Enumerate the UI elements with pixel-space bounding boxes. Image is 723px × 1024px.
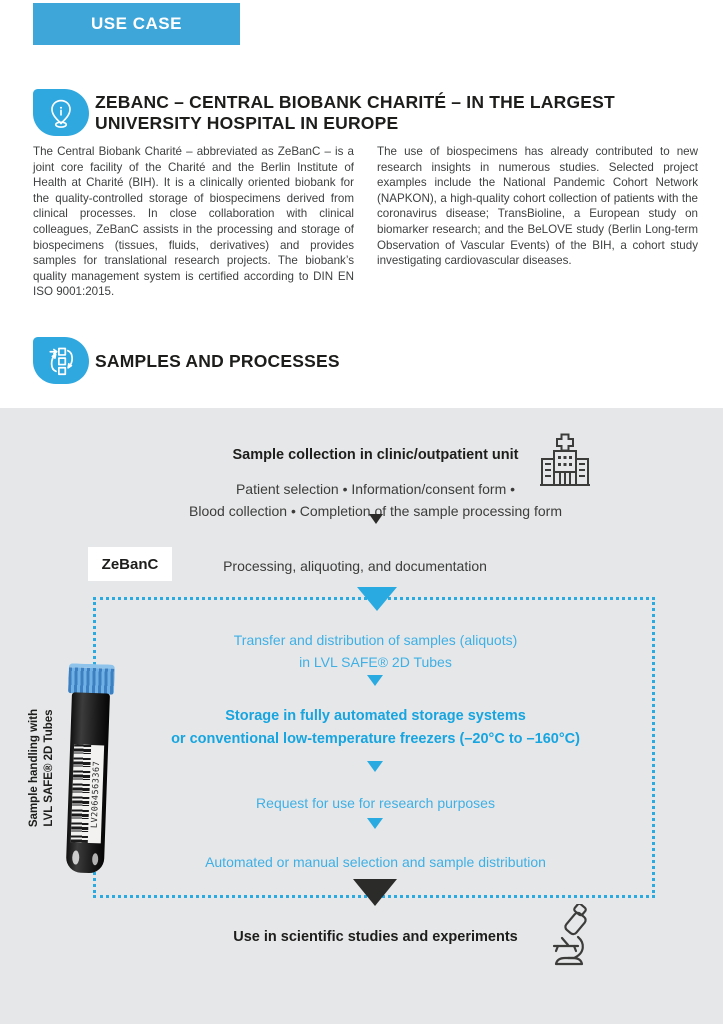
microscope-icon	[542, 904, 598, 973]
use-case-badge: USE CASE	[33, 3, 240, 45]
storage-line1: Storage in fully automated storage systems	[225, 708, 526, 724]
location-pin-icon	[33, 89, 89, 136]
flow-step-processing: Processing, aliquoting, and documentation	[223, 558, 487, 574]
process-flow-icon	[33, 337, 89, 384]
intro-paragraph-right: The use of biospecimens has already contributed to new research insights in numerous studies. Selected project examples include the National Pandemic Cohort Network (NAPKON), a high-quality cohort collection of patients with the coronavirus disease; TransBioline, a European study on biomarker research; and the BeLOVE study (Berlin Long-term Observation of Vascular Events) of the BIH, a cohort study investigating cardiovascular diseases.	[377, 145, 698, 268]
transfer-line1: Transfer and distribution of samples (aliquots)	[233, 632, 518, 648]
arrow-down-large-blue-icon	[357, 587, 397, 611]
arrow-down-blue-icon	[367, 818, 383, 829]
tube-caption	[27, 683, 61, 853]
zebanc-label-box: ZeBanC	[88, 547, 172, 581]
flow-step-request: Request for use for research purposes	[256, 795, 495, 811]
transfer-line2: in LVL SAFE® 2D Tubes	[299, 654, 452, 670]
flow-step-selection: Automated or manual selection and sample distribution	[205, 854, 546, 870]
flow-step-collection-title: Sample collection in clinic/outpatient unit	[232, 447, 519, 463]
tube-highlight	[72, 850, 79, 864]
intro-paragraph-left: The Central Biobank Charité – abbreviated as ZeBanC – is a joint core facility of the Charité and the Berlin Institute of Health at Charité (BIH). It is a clinically oriented biobank for the quality-controlled storage of biospecimens derived from clinical processes. In close collaboration with clinical colleagues, ZeBanC assists in the processing and storage of biospecimens (tissues, fluids, derivatives) and provides samples for translational research projects. The biobank’s quality management system is certified according to DIN EN ISO 9001:2015.	[33, 145, 354, 299]
tube-barcode-label	[71, 744, 104, 843]
page-title	[95, 92, 655, 134]
storage-line2: or conventional low-temperature freezers (–20°C to –160°C)	[171, 731, 580, 747]
samples-processes-diagram	[0, 408, 723, 1024]
arrow-down-blue-icon	[367, 675, 383, 686]
flow-step-final: Use in scientific studies and experiments	[233, 929, 518, 945]
tube-body	[66, 692, 110, 873]
flow-step-storage	[28, 705, 723, 751]
collection-details-line2: Blood collection • Completion of the sample processing form	[189, 503, 562, 519]
arrow-down-icon	[369, 514, 383, 524]
collection-details-line1: Patient selection • Information/consent form •	[235, 481, 516, 497]
page-title-line1: ZEBANC – CENTRAL BIOBANK CHARITÉ – IN THE LARGEST	[95, 92, 615, 112]
section-title-samples-processes: SAMPLES AND PROCESSES	[95, 351, 340, 371]
flow-step-transfer	[28, 629, 723, 673]
tube-cap	[68, 663, 115, 695]
tube-barcode-text: LV2064563367	[89, 760, 103, 829]
arrow-down-blue-icon	[367, 761, 383, 772]
sample-tube-image	[62, 663, 115, 876]
tube-highlight	[92, 853, 98, 865]
tube-caption-line2: LVL SAFE® 2D Tubes	[43, 709, 55, 827]
arrow-down-large-dark-icon	[353, 879, 397, 906]
page-title-line2: UNIVERSITY HOSPITAL IN EUROPE	[95, 113, 399, 133]
tube-caption-line1: Sample handling with	[28, 708, 40, 828]
